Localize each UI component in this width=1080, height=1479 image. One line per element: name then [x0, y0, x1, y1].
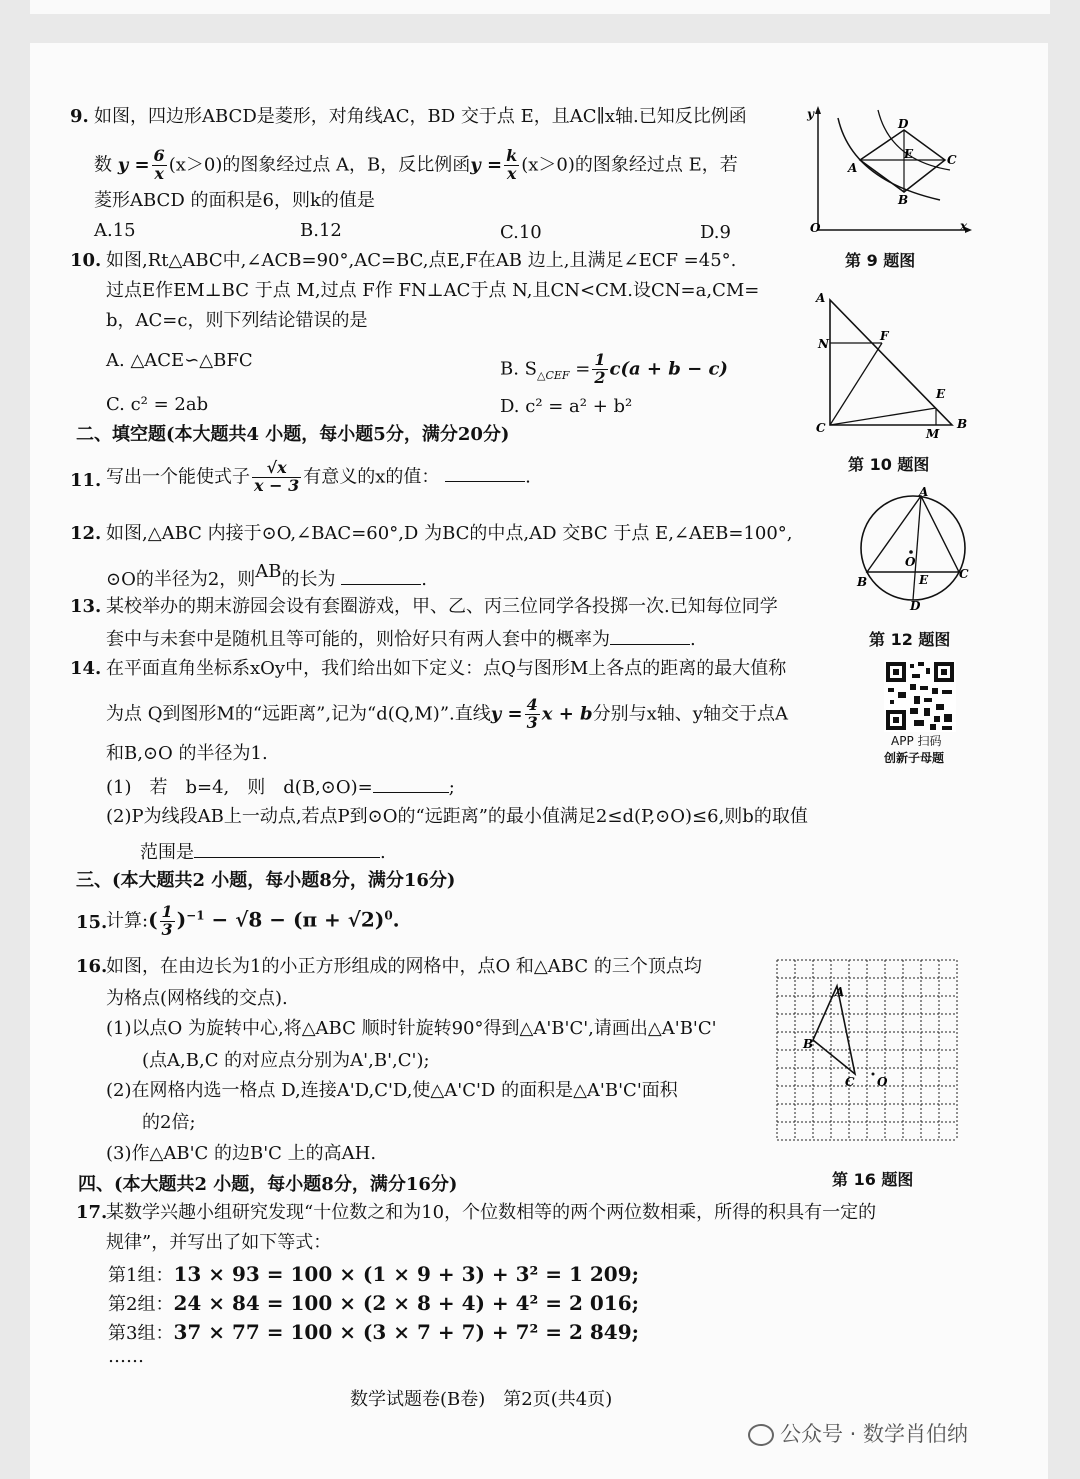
- svg-text:B: B: [803, 1037, 814, 1051]
- q17-row-1: 第1组：13 × 93 = 100 × (1 × 9 + 3) + 3² = 1 209;: [108, 1262, 640, 1286]
- q9-option-a: A.15: [94, 220, 136, 241]
- q16-sub1b: (点A,B,C 的对应点分别为A',B',C');: [142, 1050, 430, 1071]
- svg-text:D: D: [898, 117, 909, 131]
- q14-sub2b: 范围是 .: [140, 842, 386, 863]
- svg-text:O: O: [810, 221, 821, 235]
- q9-figure: [800, 100, 975, 240]
- q13-line2: 套中与未套中是随机且等可能的，则恰好只有两人套中的概率为 .: [106, 629, 696, 650]
- q10-line3: b，AC=c，则下列结论错误的是: [106, 310, 368, 331]
- qr-code-icon[interactable]: [884, 660, 956, 732]
- q9-line2: 数 y = $\frac{6}{x}$ (x＞0)的图象经过点 A，B，反比例函y = $\frac{k}{x}$ (x＞0)的图象经过点 E，若: [94, 146, 738, 183]
- q16-sub3: (3)作△AB'C 的边B'C 上的高AH.: [106, 1143, 377, 1164]
- q10-line2: 过点E作EM⊥BC 于点 M,过点 F作 FN⊥AC于点 N,且CN<CM.设CN=a,CM=: [106, 280, 760, 301]
- qr-caption-2: 创新子母题: [884, 751, 945, 765]
- previous-page-edge: [30, 0, 1050, 14]
- q9-figure-caption: 第 9 题图: [845, 251, 916, 270]
- q10-line1: 如图,Rt△ABC中,∠ACB=90°,AC=BC,点E,F在AB 边上,且满足∠ECF =45°.: [106, 250, 737, 271]
- svg-text:M: M: [926, 427, 940, 440]
- svg-text:A: A: [835, 985, 845, 999]
- q10-option-b: B. $S_{\triangle CEF}$ = $\frac{1}{2}$ c(a + b − c): [500, 350, 728, 387]
- q13-line1: 某校举办的期末游园会设有套圈游戏，甲、乙、丙三位同学各投掷一次.已知每位同学: [106, 596, 778, 617]
- q10-figure-caption: 第 10 题图: [848, 455, 930, 474]
- q14-sub1: (1) 若 b=4, 则 d(B,⊙O)= ;: [106, 777, 455, 798]
- section-2-heading: 二、填空题(本大题共4 小题，每小题5分，满分20分): [76, 424, 510, 445]
- q17-line1: 某数学兴趣小组研究发现“十位数之和为10，个位数相等的两个两位数相乘，所得的积具有一定的: [106, 1202, 877, 1223]
- q12-number: 12.: [70, 523, 102, 544]
- q17-row-3: 第3组：37 × 77 = 100 × (3 × 7 + 7) + 7² = 2 849;: [108, 1320, 640, 1344]
- svg-text:E: E: [919, 573, 929, 587]
- q16-sub2b: 的2倍;: [142, 1112, 196, 1133]
- q9-option-b: B.12: [300, 220, 342, 241]
- q17-ellipsis: ……: [108, 1346, 144, 1367]
- q11-text: 写出一个能使式子 $\frac{√x}{x - 3}$ 有意义的x的值： .: [106, 458, 531, 495]
- svg-text:C: C: [816, 421, 826, 435]
- svg-text:B: B: [857, 575, 868, 589]
- q15-expression: 计算:( $\frac{1}{3}$ )$^{-1} - √8 - (\pi + √2)^0$.: [106, 902, 400, 939]
- section-3-heading: 三、(本大题共2 小题，每小题8分，满分16分): [76, 870, 456, 891]
- svg-text:B: B: [898, 193, 909, 207]
- q12-figure: [855, 484, 975, 614]
- wechat-icon: [748, 1424, 774, 1446]
- q9-line1: 如图，四边形ABCD是菱形，对角线AC，BD 交于点 E，且AC∥x轴.已知反比例函: [94, 106, 747, 127]
- q10-option-d: D. c² = a² + b²: [500, 396, 633, 417]
- section-4-heading: 四、(本大题共2 小题，每小题8分，满分16分): [78, 1174, 458, 1195]
- svg-text:y: y: [807, 107, 814, 121]
- watermark: 公众号 · 数学肖伯纳: [748, 1418, 968, 1448]
- q16-sub1a: (1)以点O 为旋转中心,将△ABC 顺时针旋转90°得到△A'B'C',请画出△A'B'C': [106, 1018, 717, 1039]
- page-footer: 数学试题卷(B卷) 第2页(共4页): [350, 1389, 613, 1410]
- q14-number: 14.: [70, 658, 102, 679]
- q11-number: 11.: [70, 470, 102, 491]
- svg-text:E: E: [904, 147, 914, 161]
- q15-number: 15.: [76, 912, 108, 933]
- q9-option-d: D.9: [700, 222, 731, 243]
- q14-line3: 和B,⊙O 的半径为1.: [106, 743, 268, 764]
- q10-figure: [812, 290, 972, 440]
- q16-figure-caption: 第 16 题图: [832, 1170, 914, 1189]
- qr-caption-1: APP 扫码: [891, 734, 942, 748]
- svg-text:O: O: [877, 1075, 888, 1089]
- svg-text:C: C: [845, 1075, 855, 1089]
- q14-sub2: (2)P为线段AB上一动点,若点P到⊙O的“远距离”的最小值满足2≤d(P,⊙O)≤6,则b的取值: [106, 806, 808, 827]
- q14-line2: 为点 Q到图形M的“远距离”,记为“d(Q,M)”.直线y = $\frac{4}{3}$ x + b分别与x轴、y轴交于点A: [106, 695, 788, 732]
- svg-text:B: B: [957, 417, 968, 431]
- q17-line2: 规律”，并写出了如下等式：: [106, 1232, 332, 1253]
- q12-line1: 如图,△ABC 内接于⊙O,∠BAC=60°,D 为BC的中点,AD 交BC 于点 E,∠AEB=100°,: [106, 523, 793, 544]
- q16-sub2a: (2)在网格内选一格点 D,连接A'D,C'D,使△A'C'D 的面积是△A'B'C'面积: [106, 1080, 678, 1101]
- q16-number: 16.: [76, 956, 108, 977]
- svg-text:D: D: [910, 599, 921, 613]
- q10-number: 10.: [70, 250, 102, 271]
- q9-line3: 菱形ABCD 的面积是6，则k的值是: [94, 190, 375, 211]
- svg-text:C: C: [959, 567, 969, 581]
- q9-option-c: C.10: [500, 222, 542, 243]
- svg-text:E: E: [936, 387, 946, 401]
- q12-figure-caption: 第 12 题图: [869, 630, 951, 649]
- q17-number: 17.: [76, 1202, 108, 1223]
- q16-grid-figure: [775, 958, 975, 1154]
- svg-text:A: A: [919, 485, 929, 499]
- svg-text:A: A: [816, 291, 826, 305]
- q14-line1: 在平面直角坐标系xOy中，我们给出如下定义：点Q与图形M上各点的距离的最大值称: [106, 658, 787, 679]
- svg-text:x: x: [960, 219, 968, 233]
- q9-number: 9.: [70, 106, 89, 127]
- q10-option-c: C. c² = 2ab: [106, 394, 209, 415]
- svg-text:C: C: [947, 153, 957, 167]
- q16-line1: 如图，在由边长为1的小正方形组成的网格中，点O 和△ABC 的三个顶点均: [106, 956, 702, 977]
- q16-line2: 为格点(网格线的交点).: [106, 988, 288, 1009]
- q10-option-a: A. △ACE∽△BFC: [106, 350, 253, 371]
- q12-line2: ⊙O的半径为2，则AB的长为 .: [106, 561, 427, 590]
- svg-text:F: F: [880, 329, 889, 343]
- q13-number: 13.: [70, 596, 102, 617]
- q17-row-2: 第2组：24 × 84 = 100 × (2 × 8 + 4) + 4² = 2 016;: [108, 1291, 640, 1315]
- svg-text:A: A: [848, 161, 858, 175]
- svg-text:O: O: [905, 555, 916, 569]
- svg-text:N: N: [818, 337, 829, 351]
